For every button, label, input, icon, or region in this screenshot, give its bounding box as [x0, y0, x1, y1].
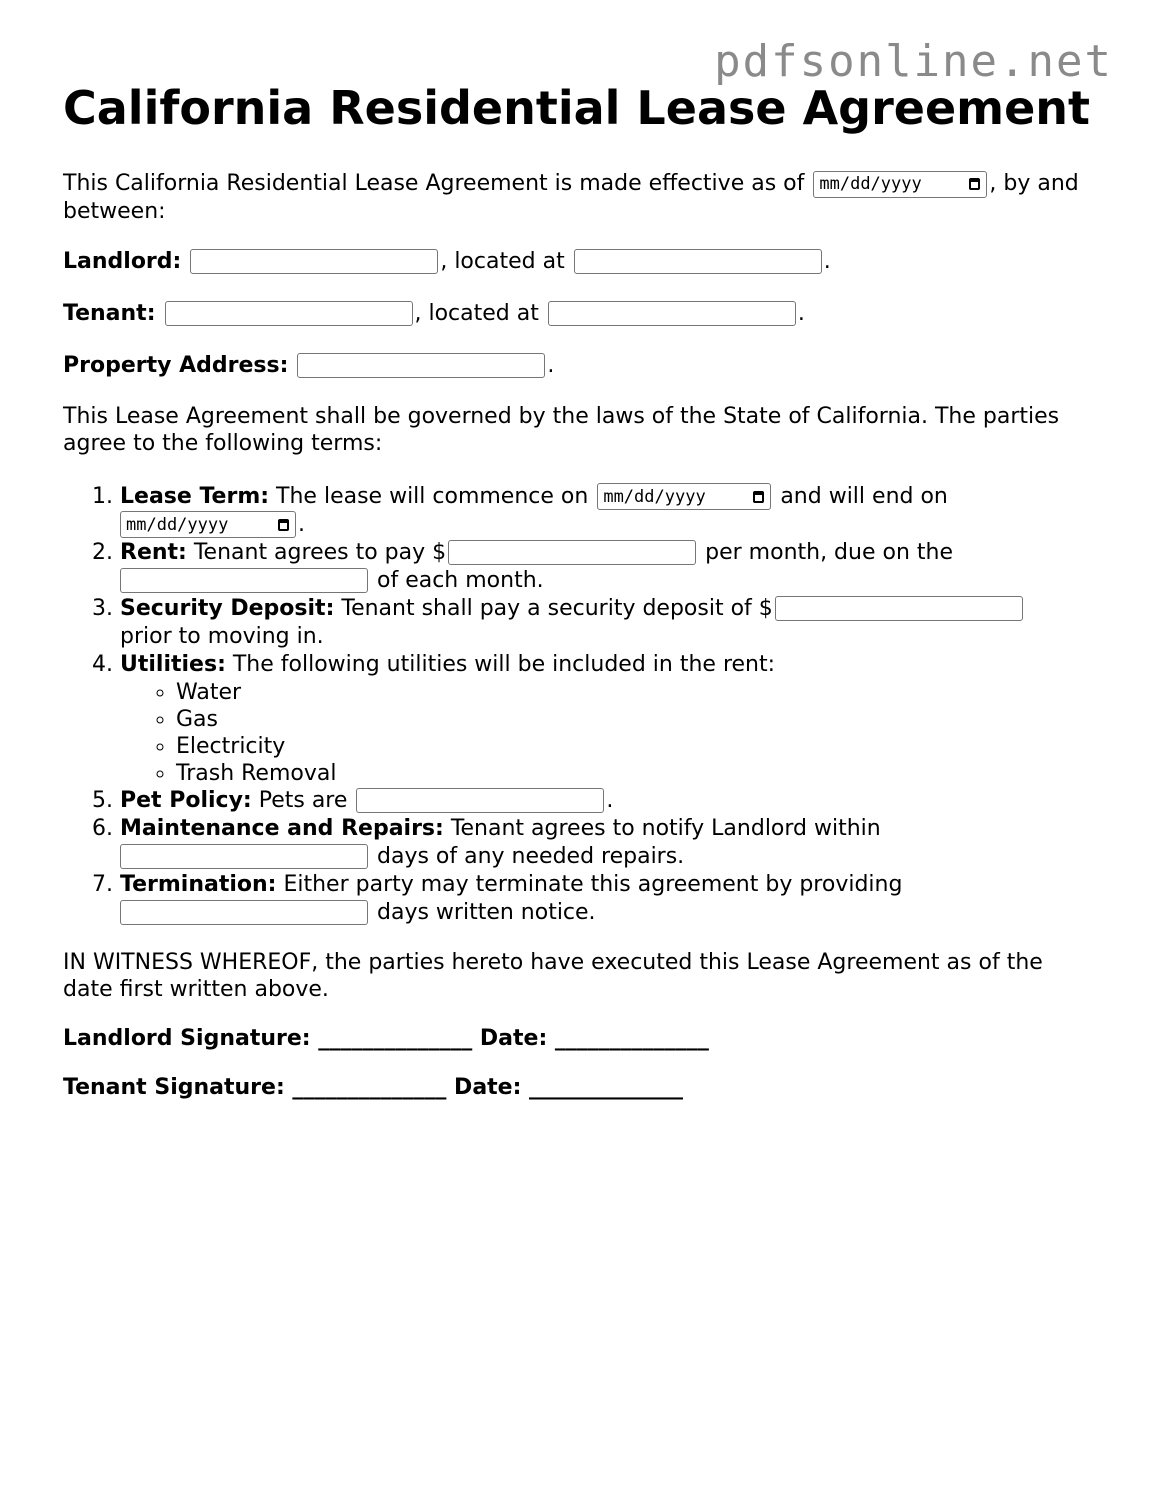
- landlord-end: .: [823, 249, 831, 274]
- intro-text: This California Residential Lease Agreement is made effective as of: [63, 171, 805, 196]
- page-title: California Residential Lease Agreement: [63, 81, 1091, 135]
- intro-text-after: , by and between:: [63, 171, 1079, 224]
- deposit-amount-input[interactable]: [775, 596, 1023, 621]
- utilities-label: Utilities:: [120, 651, 226, 677]
- witness-paragraph: IN WITNESS WHEREOF, the parties hereto have executed this Lease Agreement as of the date first written above.: [63, 949, 1043, 1002]
- deposit-text: Tenant shall pay a security deposit of $: [334, 595, 773, 621]
- term-utilities: [120, 651, 1093, 787]
- maintenance-label: Maintenance and Repairs:: [120, 815, 444, 841]
- maintenance-text-2: days of any needed repairs.: [370, 843, 685, 869]
- landlord-signature-line: Landlord Signature: ______________ Date: ______________: [63, 1025, 709, 1051]
- rent-amount-input[interactable]: [448, 540, 696, 565]
- maintenance-text: Tenant agrees to notify Landlord within: [443, 815, 881, 841]
- lease-term-end: .: [298, 511, 305, 537]
- document: [63, 78, 1093, 1123]
- rent-text-2: per month, due on the: [698, 539, 953, 565]
- watermark: pdfsonline.net: [714, 36, 1113, 87]
- effective-date-input[interactable]: [813, 171, 987, 198]
- property-label: Property Address:: [63, 353, 289, 378]
- lease-term-text-2: and will end on: [773, 483, 948, 509]
- property-row: [63, 351, 1093, 381]
- terms-list: [63, 483, 1093, 927]
- term-lease: [120, 483, 1093, 539]
- tenant-row: [63, 299, 1093, 329]
- utilities-list: [120, 679, 1093, 787]
- landlord-label: Landlord:: [63, 249, 182, 274]
- date-placeholder: mm/dd/yyyy: [819, 173, 922, 194]
- list-item: ◦ Electricity: [176, 733, 1093, 760]
- calendar-icon[interactable]: [278, 519, 289, 531]
- calendar-icon[interactable]: [969, 178, 980, 190]
- property-address-input[interactable]: [297, 353, 545, 378]
- list-item: ◦ Water: [176, 679, 1093, 706]
- tenant-address-input[interactable]: [548, 301, 796, 326]
- pets-end: .: [606, 787, 614, 813]
- term-rent: [120, 539, 1093, 595]
- tenant-label: Tenant:: [63, 301, 156, 326]
- lease-term-text: The lease will commence on: [269, 483, 589, 509]
- landlord-name-input[interactable]: [190, 249, 438, 274]
- lease-end-date-input[interactable]: [120, 511, 296, 538]
- pet-policy-input[interactable]: [356, 788, 604, 813]
- deposit-label: Security Deposit:: [120, 595, 335, 621]
- termination-label: Termination:: [120, 871, 277, 897]
- repair-notice-days-input[interactable]: [120, 844, 368, 869]
- termination-text: Either party may terminate this agreement by providing: [276, 871, 903, 897]
- calendar-icon[interactable]: [753, 491, 764, 503]
- termination-text-2: days written notice.: [370, 899, 596, 925]
- rent-text: Tenant agrees to pay $: [186, 539, 447, 565]
- term-pets: [120, 787, 1093, 815]
- intro-paragraph: [63, 170, 1093, 225]
- lease-start-date-input[interactable]: [597, 483, 771, 510]
- pets-text: Pets are: [251, 787, 348, 813]
- date-placeholder: mm/dd/yyyy: [603, 486, 706, 507]
- utilities-text: The following utilities will be included in the rent:: [225, 651, 776, 677]
- deposit-text-2: prior to moving in.: [120, 623, 324, 649]
- list-item: ◦ Trash Removal: [176, 760, 1093, 787]
- list-item: ◦ Gas: [176, 706, 1093, 733]
- date-placeholder: mm/dd/yyyy: [126, 514, 229, 535]
- tenant-signature-line: Tenant Signature: ______________ Date: ______________: [63, 1074, 684, 1100]
- property-end: .: [547, 353, 555, 378]
- governing-paragraph: This Lease Agreement shall be governed by the laws of the State of California. The parties agree to the following terms:: [63, 403, 1060, 456]
- term-termination: [120, 871, 1093, 927]
- rent-label: Rent:: [120, 539, 187, 565]
- term-maintenance: [120, 815, 1093, 871]
- landlord-row: [63, 247, 1093, 277]
- tenant-end: .: [797, 301, 805, 326]
- pets-label: Pet Policy:: [120, 787, 252, 813]
- rent-text-3: of each month.: [370, 567, 544, 593]
- term-deposit: [120, 595, 1093, 651]
- tenant-name-input[interactable]: [165, 301, 413, 326]
- tenant-located-text: , located at: [414, 301, 539, 326]
- landlord-address-input[interactable]: [574, 249, 822, 274]
- rent-due-day-input[interactable]: [120, 568, 368, 593]
- termination-notice-days-input[interactable]: [120, 900, 368, 925]
- lease-term-label: Lease Term:: [120, 483, 270, 509]
- landlord-located-text: , located at: [440, 249, 565, 274]
